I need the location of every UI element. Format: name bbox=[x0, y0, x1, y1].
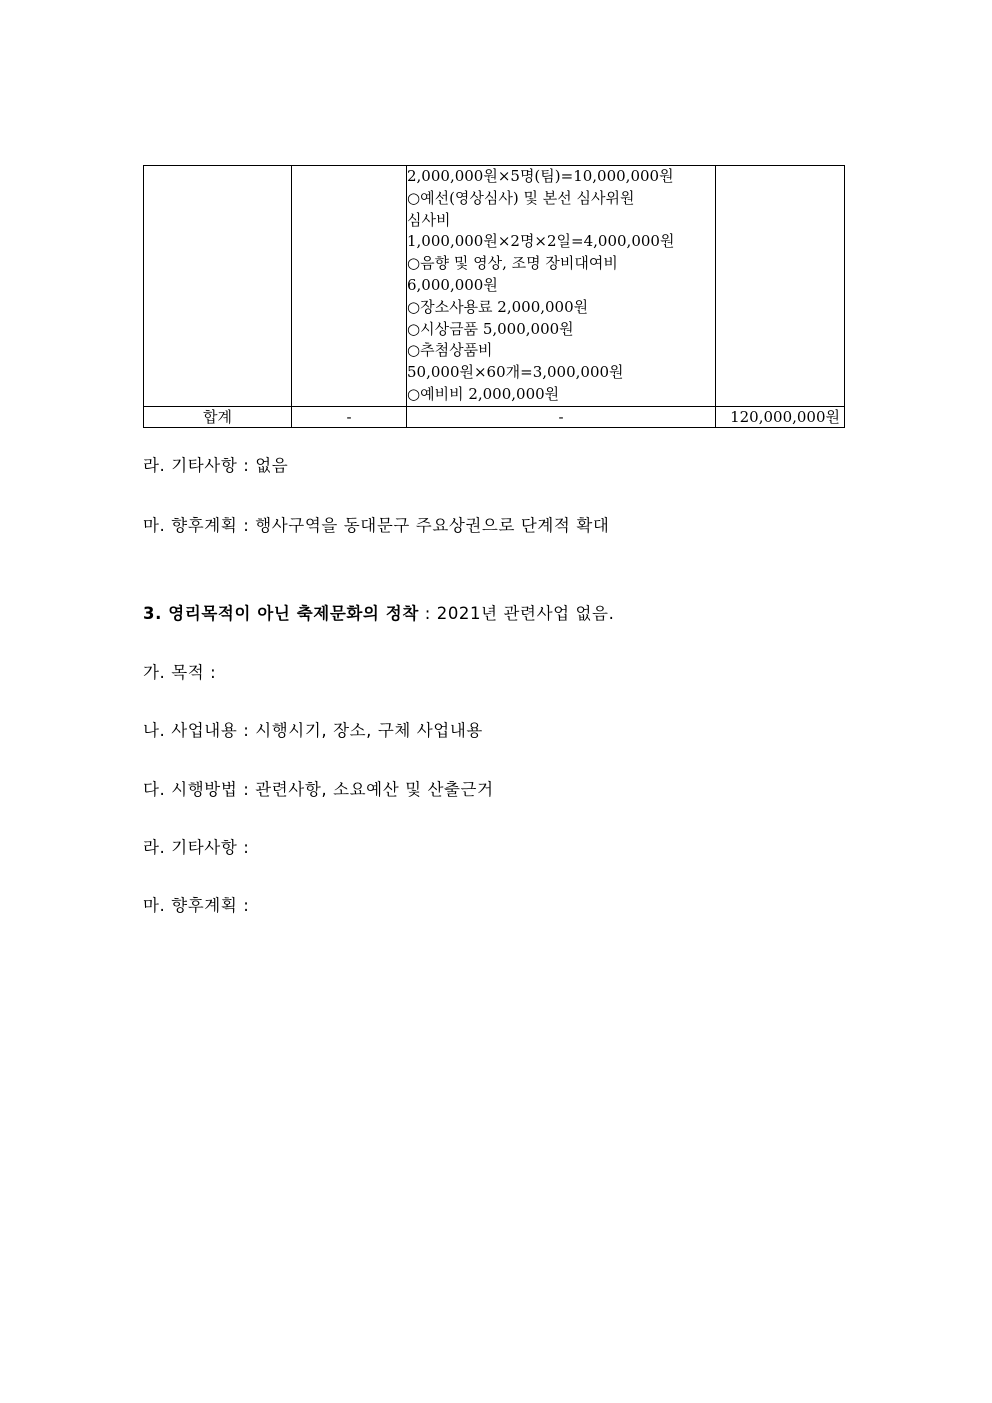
section-3-title: 3. 영리목적이 아닌 축제문화의 정착 bbox=[143, 604, 419, 623]
detail-line: ○장소사용료 2,000,000원 bbox=[407, 297, 589, 316]
purpose-line: 가. 목적 : bbox=[143, 663, 217, 682]
detail-line: 2,000,000원×5명(팀)=10,000,000원 bbox=[407, 167, 674, 185]
plan-line-1: 마. 향후계획 : 행사구역을 동대문구 주요상권으로 단계적 확대 bbox=[143, 516, 610, 535]
plan-line-2: 마. 향후계획 : bbox=[143, 896, 250, 915]
section-3-note: : 2021년 관련사업 없음. bbox=[418, 604, 615, 623]
budget-detail-row bbox=[144, 166, 845, 407]
etc-line-1: 라. 기타사항 : 없음 bbox=[143, 456, 289, 475]
detail-line: 50,000원×60개=3,000,000원 bbox=[407, 363, 624, 382]
content-line: 나. 사업내용 : 시행시기, 장소, 구체 사업내용 bbox=[143, 721, 483, 740]
detail-line: ○예비비 2,000,000원 bbox=[407, 384, 560, 403]
section-3-heading bbox=[143, 600, 614, 624]
detail-line: 1,000,000원×2명×2일=4,000,000원 bbox=[407, 232, 675, 251]
detail-line: ○음향 및 영상, 조명 장비대여비 bbox=[407, 254, 618, 273]
table-cell-item bbox=[292, 166, 407, 407]
etc-line-2: 라. 기타사항 : bbox=[143, 838, 250, 857]
table-cell-detail bbox=[407, 166, 716, 407]
detail-line: ○시상금품 5,000,000원 bbox=[407, 319, 574, 338]
method-line: 다. 시행방법 : 관련사항, 소요예산 및 산출근거 bbox=[143, 780, 494, 799]
detail-line: 심사비 bbox=[407, 210, 451, 229]
total-col2: - bbox=[292, 406, 407, 427]
detail-line: ○추첨상품비 bbox=[407, 341, 493, 360]
total-label: 합계 bbox=[144, 406, 292, 427]
table-cell-category bbox=[144, 166, 292, 407]
table-cell-amount bbox=[716, 166, 845, 407]
detail-line: 6,000,000원 bbox=[407, 275, 498, 294]
total-col3: - bbox=[407, 406, 716, 427]
budget-table bbox=[143, 165, 845, 428]
total-amount: 120,000,000원 bbox=[716, 406, 845, 427]
total-row bbox=[144, 406, 845, 427]
detail-line: ○예선(영상심사) 및 본선 심사위원 bbox=[407, 188, 635, 207]
